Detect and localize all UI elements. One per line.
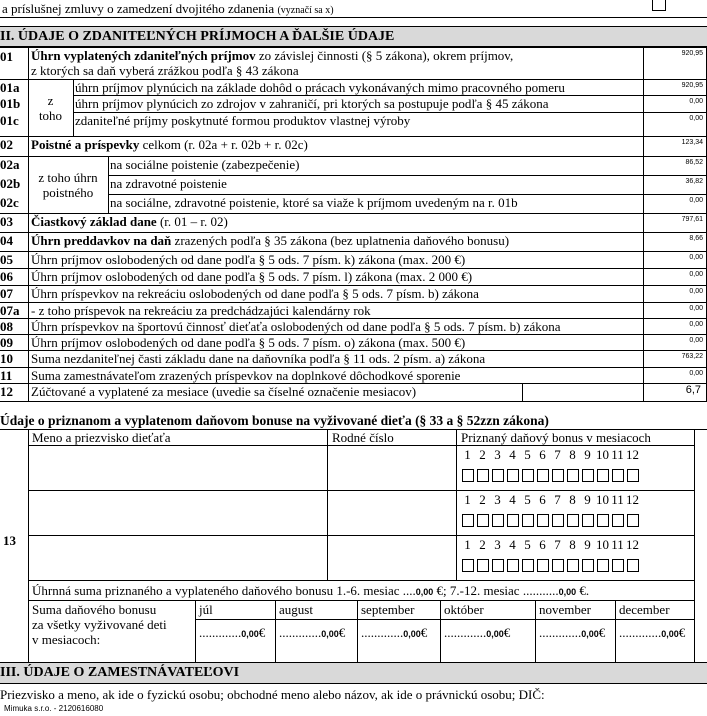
row-value-02b: 36,82: [685, 178, 703, 185]
row-label-01: Úhrn vyplatených zdaniteľných príjmov zo závislej činnosti (§ 5 zákona), okrem príjmov, z ktorých sa daň vyberá zrážkou podľa § 43 zákona: [31, 48, 514, 78]
month-value-0: .............0,00€: [199, 625, 266, 640]
row-no-02b: 02b: [0, 176, 21, 191]
row-no-01a: 01a: [0, 80, 20, 95]
row-no-08: 08: [0, 319, 13, 334]
month-value-3: .............0,00€: [444, 625, 511, 640]
row-value-01b: 0,00: [689, 98, 703, 105]
row-label-06: Úhrn príjmov oslobodených od dane podľa § 5 ods. 7 písm. l) zákona (max. 2 000 €): [31, 269, 473, 284]
row-no-04: 04: [0, 233, 13, 248]
month-name-0: júl: [199, 602, 213, 617]
month-checkbox[interactable]: [462, 514, 474, 527]
row-label-02c: na sociálne, zdravotné poistenie, ktoré sa viaže k príjmom uvedeným na r. 01b: [110, 195, 518, 210]
row-label-03: Čiastkový základ dane (r. 01 – r. 02): [31, 214, 228, 229]
row-label-09: Úhrn príjmov oslobodených od dane podľa § 5 ods. 7 písm. o) zákona (max. 500 €): [31, 335, 466, 350]
month-checkbox[interactable]: [612, 514, 624, 527]
row-no-02c: 02c: [0, 195, 19, 210]
col-birth-number: Rodné číslo: [332, 430, 394, 445]
month-checkbox[interactable]: [612, 469, 624, 482]
month-checkbox[interactable]: [537, 469, 549, 482]
employer-label: Priezvisko a meno, ak ide o fyzickú osobu; obchodné meno alebo názov, ak ide o právnickú osobu; DIČ:: [0, 687, 545, 702]
section-ii-header: II. ÚDAJE O ZDANITEĽNÝCH PRÍJMOCH A ĎALŠIE ÚDAJE: [0, 26, 707, 47]
row-label-07a: - z toho príspevok na rekreáciu za predchádzajúci kalendárny rok: [31, 303, 371, 318]
dtt-checkbox[interactable]: [652, 0, 666, 11]
child-name-field[interactable]: [29, 536, 326, 579]
month-numbers: 1 2 3 4 5 6 7 8 9 10 11 12: [464, 537, 639, 552]
month-checkbox[interactable]: [477, 514, 489, 527]
child-birth-number-field[interactable]: [328, 446, 455, 489]
month-checkbox[interactable]: [597, 559, 609, 572]
row-label-11: Suma zamestnávateľom zrazených príspevkov na doplnkové dôchodkové sporenie: [31, 368, 461, 383]
month-checkbox[interactable]: [462, 469, 474, 482]
row-no-01b: 01b: [0, 96, 21, 111]
month-checkbox[interactable]: [492, 469, 504, 482]
month-name-3: október: [444, 602, 484, 617]
month-checkboxes: [462, 559, 639, 572]
col-child-name: Meno a priezvisko dieťaťa: [32, 430, 171, 445]
row-label-07: Úhrn príspevkov na rekreáciu oslobodených od dane podľa § 5 ods. 7 písm. b) zákona: [31, 286, 479, 301]
row-no-10: 10: [0, 351, 13, 366]
row-label-01c: zdaniteľné príjmy poskytnuté formou produktov vlastnej výroby: [75, 113, 411, 128]
child-name-field[interactable]: [29, 491, 326, 534]
row-value-12: 6,7: [685, 384, 701, 396]
row-value-11: 0,00: [689, 370, 703, 377]
month-checkbox[interactable]: [552, 469, 564, 482]
month-name-2: september: [361, 602, 415, 617]
row-no-09: 09: [0, 335, 13, 350]
month-checkboxes: [462, 469, 639, 482]
month-numbers: 1 2 3 4 5 6 7 8 9 10 11 12: [464, 447, 639, 462]
bonus-sum-7-12: 0,00: [558, 587, 577, 597]
month-checkbox[interactable]: [582, 559, 594, 572]
section-iii-header: III. ÚDAJE O ZAMESTNÁVATEĽOVI: [0, 662, 707, 684]
row-label-04: Úhrn preddavkov na daň zrazených podľa § 35 zákona (bez uplatnenia daňového bonusu): [31, 233, 510, 248]
month-checkbox[interactable]: [522, 514, 534, 527]
month-checkbox[interactable]: [477, 469, 489, 482]
bonus-sum-1-6: 0,00: [415, 587, 434, 597]
row-value-07a: 0,00: [689, 305, 703, 312]
row-no-07a: 07a: [0, 303, 20, 318]
row-label-05: Úhrn príjmov oslobodených od dane podľa § 5 ods. 7 písm. k) zákona (max. 200 €): [31, 252, 466, 267]
month-checkboxes: [462, 514, 639, 527]
month-value-1: .............0,00€: [279, 625, 346, 640]
row-no-11: 11: [0, 368, 13, 383]
row-value-10: 763,22: [681, 353, 703, 360]
row-value-04: 8,66: [689, 235, 703, 242]
row-value-02c: 0,00: [689, 197, 703, 204]
month-value-2: .............0,00€: [361, 625, 428, 640]
bonus-title: Údaje o priznanom a vyplatenom daňovom bonuse na vyživované dieťa (§ 33 a § 52zzn zákona): [0, 413, 549, 428]
row-value-02a: 86,52: [685, 159, 703, 166]
month-name-1: august: [279, 602, 313, 617]
z-toho-label: z toho: [38, 92, 63, 123]
row-no-02a: 02a: [0, 157, 20, 172]
child-birth-number-field[interactable]: [328, 536, 455, 579]
bonus-total-label: Suma daňového bonusu za všetky vyživované deti v mesiacoch:: [32, 602, 167, 647]
month-checkbox[interactable]: [627, 469, 639, 482]
row-value-03: 797,61: [681, 216, 703, 223]
row-no-02: 02: [0, 137, 13, 152]
month-checkbox[interactable]: [492, 514, 504, 527]
month-checkbox[interactable]: [567, 514, 579, 527]
month-checkbox[interactable]: [567, 469, 579, 482]
row-value-07: 0,00: [689, 288, 703, 295]
month-value-5: .............0,00€: [619, 625, 686, 640]
row-label-10: Suma nezdaniteľnej časti základu dane na daňovníka podľa § 11 ods. 2 písm. a) zákona: [31, 351, 486, 366]
row-value-01c: 0,00: [689, 115, 703, 122]
month-name-4: november: [539, 602, 591, 617]
month-checkbox[interactable]: [552, 559, 564, 572]
month-checkbox[interactable]: [522, 559, 534, 572]
month-checkbox[interactable]: [597, 514, 609, 527]
row-label-02a: na sociálne poistenie (zabezpečenie): [110, 157, 300, 172]
z-toho-uhrn-label: z toho úhrn poistného: [38, 169, 98, 200]
month-checkbox[interactable]: [492, 559, 504, 572]
month-checkbox[interactable]: [477, 559, 489, 572]
row-value-06: 0,00: [689, 271, 703, 278]
row-no-03: 03: [0, 214, 13, 229]
row-no-01: 01: [0, 49, 13, 64]
month-checkbox[interactable]: [567, 559, 579, 572]
child-name-field[interactable]: [29, 446, 326, 489]
row-value-09: 0,00: [689, 337, 703, 344]
row-no-01c: 01c: [0, 113, 19, 128]
month-checkbox[interactable]: [627, 559, 639, 572]
row-value-02: 123,34: [681, 139, 703, 146]
month-checkbox[interactable]: [507, 514, 519, 527]
col-bonus-months: Priznaný daňový bonus v mesiacoch: [461, 430, 651, 445]
row-label-08: Úhrn príspevkov na športovú činnosť dieťaťa oslobodených od dane podľa § 5 ods. 7 písm. b) zákona: [31, 319, 561, 334]
row-label-01a: úhrn príjmov plynúcich na základe dohôd o prácach vykonávaných mimo pracovného pomeru: [75, 80, 565, 95]
month-checkbox[interactable]: [612, 559, 624, 572]
row-no-12: 12: [0, 384, 13, 399]
row-label-01b: úhrn príjmov plynúcich zo zdrojov v zahraničí, pri ktorých sa postupuje podľa § 45 zákona: [75, 96, 549, 111]
month-checkbox[interactable]: [462, 559, 474, 572]
row-label-12: Zúčtované a vyplatené za mesiace (uvedie sa číselné označenie mesiacov): [31, 384, 417, 399]
month-checkbox[interactable]: [582, 469, 594, 482]
row-no-06: 06: [0, 269, 13, 284]
row-no-07: 07: [0, 286, 13, 301]
month-checkbox[interactable]: [522, 469, 534, 482]
row-no-05: 05: [0, 252, 13, 267]
child-birth-number-field[interactable]: [328, 491, 455, 534]
month-checkbox[interactable]: [582, 514, 594, 527]
month-checkbox[interactable]: [537, 559, 549, 572]
row-value-01a: 920,95: [681, 82, 703, 89]
bonus-sum-line: Úhrnná suma priznaného a vyplateného daňového bonusu 1.-6. mesiac ....0,00 €; 7.-12. mesiac ...........0,00 €.: [32, 583, 590, 598]
month-name-5: december: [619, 602, 670, 617]
row-no-13: 13: [3, 533, 16, 548]
month-value-4: .............0,00€: [539, 625, 606, 640]
row-label-02: Poistné a príspevky celkom (r. 02a + r. 02b + r. 02c): [31, 137, 308, 152]
month-checkbox[interactable]: [537, 514, 549, 527]
row-label-02b: na zdravotné poistenie: [110, 176, 227, 191]
employer-value: Mimuka s.r.o. - 2120616080: [4, 704, 104, 713]
month-checkbox[interactable]: [507, 559, 519, 572]
row-value-01: 920,95: [681, 50, 703, 57]
row-value-05: 0,00: [689, 254, 703, 261]
month-numbers: 1 2 3 4 5 6 7 8 9 10 11 12: [464, 492, 639, 507]
month-checkbox[interactable]: [552, 514, 564, 527]
row-value-08: 0,00: [689, 321, 703, 328]
top-line: a príslušnej zmluvy o zamedzení dvojitého zdanenia (vyznačí sa x): [2, 1, 334, 16]
month-checkbox[interactable]: [597, 469, 609, 482]
month-checkbox[interactable]: [507, 469, 519, 482]
month-checkbox[interactable]: [627, 514, 639, 527]
